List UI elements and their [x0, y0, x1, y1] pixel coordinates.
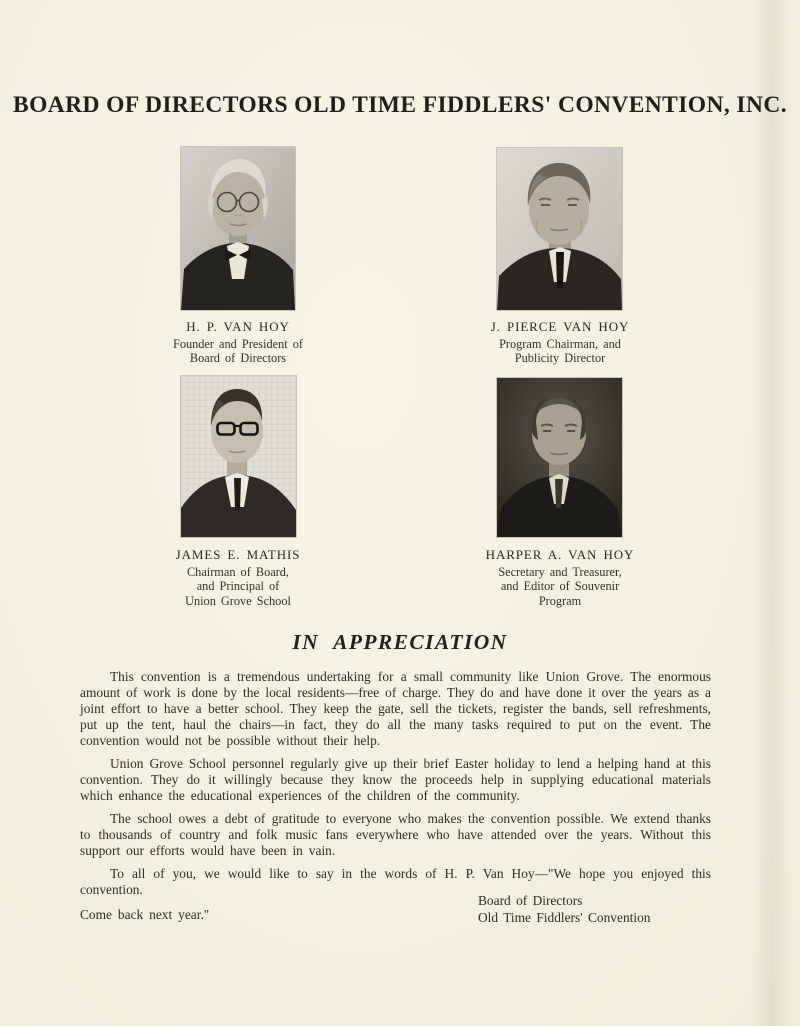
signature-line-convention: Old Time Fiddlers' Convention	[478, 910, 651, 925]
director-role-line: and Principal of	[196, 579, 280, 594]
portrait-photo-james-e-mathis	[181, 376, 296, 537]
appreciation-paragraph-1: This convention is a tremendous undertaking for a small community like Union Grove. The enormous amount of work is done by the local residents—free of charge. They do and have done it over the years as a joint effort to have a better school. They keep the gate, sell the tickets, register the bands, sell refreshments, put up the tent, haul the chairs—in fact, they do all the many tasks required to put on the event. The convention would not be possible without their help.	[80, 669, 711, 749]
portrait-illustration	[181, 376, 296, 537]
appreciation-paragraph-4: To all of you, we would like to say in the words of H. P. Van Hoy—"We hope you enjoyed this convention.	[80, 865, 711, 897]
director-name: J. PIERCE VAN HOY	[490, 319, 630, 334]
portrait-illustration	[497, 148, 622, 310]
director-name: H. P. VAN HOY	[186, 319, 290, 334]
caption-j-pierce-van-hoy	[440, 320, 680, 366]
portrait-illustration	[497, 378, 622, 537]
director-role-line: Union Grove School	[185, 593, 291, 608]
director-role-line: Publicity Director	[514, 351, 606, 366]
signature-block	[478, 892, 650, 926]
portrait-photo-harper-a-van-hoy	[497, 378, 622, 537]
director-name: JAMES E. MATHIS	[175, 547, 301, 562]
caption-h-p-van-hoy	[118, 320, 358, 366]
signature-line-board: Board of Directors	[478, 893, 583, 908]
closing-line: Come back next year."	[80, 906, 210, 922]
portrait-photo-j-pierce-van-hoy	[497, 148, 622, 310]
appreciation-paragraph-3: The school owes a debt of gratitude to everyone who makes the convention possible. We extend thanks to thousands of country and folk music fans everywhere who have attended over the years. Without this support our efforts would have been in vain.	[80, 810, 711, 858]
appreciation-paragraph-2: Union Grove School personnel regularly give up their brief Easter holiday to lend a helping hand at this convention. They do it willingly because they know the proceeds help in supplying educational materials which enhance the educational experiences of the children of the community.	[80, 755, 711, 804]
director-role-line: Founder and President of	[173, 337, 303, 352]
portrait-photo-h-p-van-hoy	[181, 147, 295, 310]
appreciation-heading: IN APPRECIATION	[292, 630, 508, 654]
director-role-line: and Editor of Souvenir	[500, 579, 620, 594]
director-role-line: Board of Directors	[189, 351, 287, 366]
caption-james-e-mathis	[118, 548, 358, 608]
director-role-line: Secretary and Treasurer,	[498, 565, 622, 580]
director-role-line: Chairman of Board,	[186, 565, 289, 580]
director-role-line: Program	[538, 593, 582, 608]
portrait-illustration	[181, 147, 295, 310]
appreciation-body	[80, 669, 711, 929]
caption-harper-a-van-hoy	[440, 548, 680, 608]
director-role-line: Program Chairman, and	[499, 337, 621, 352]
director-name: HARPER A. VAN HOY	[485, 547, 635, 562]
page-title: BOARD OF DIRECTORS OLD TIME FIDDLERS' CONVENTION, INC.	[13, 92, 787, 118]
